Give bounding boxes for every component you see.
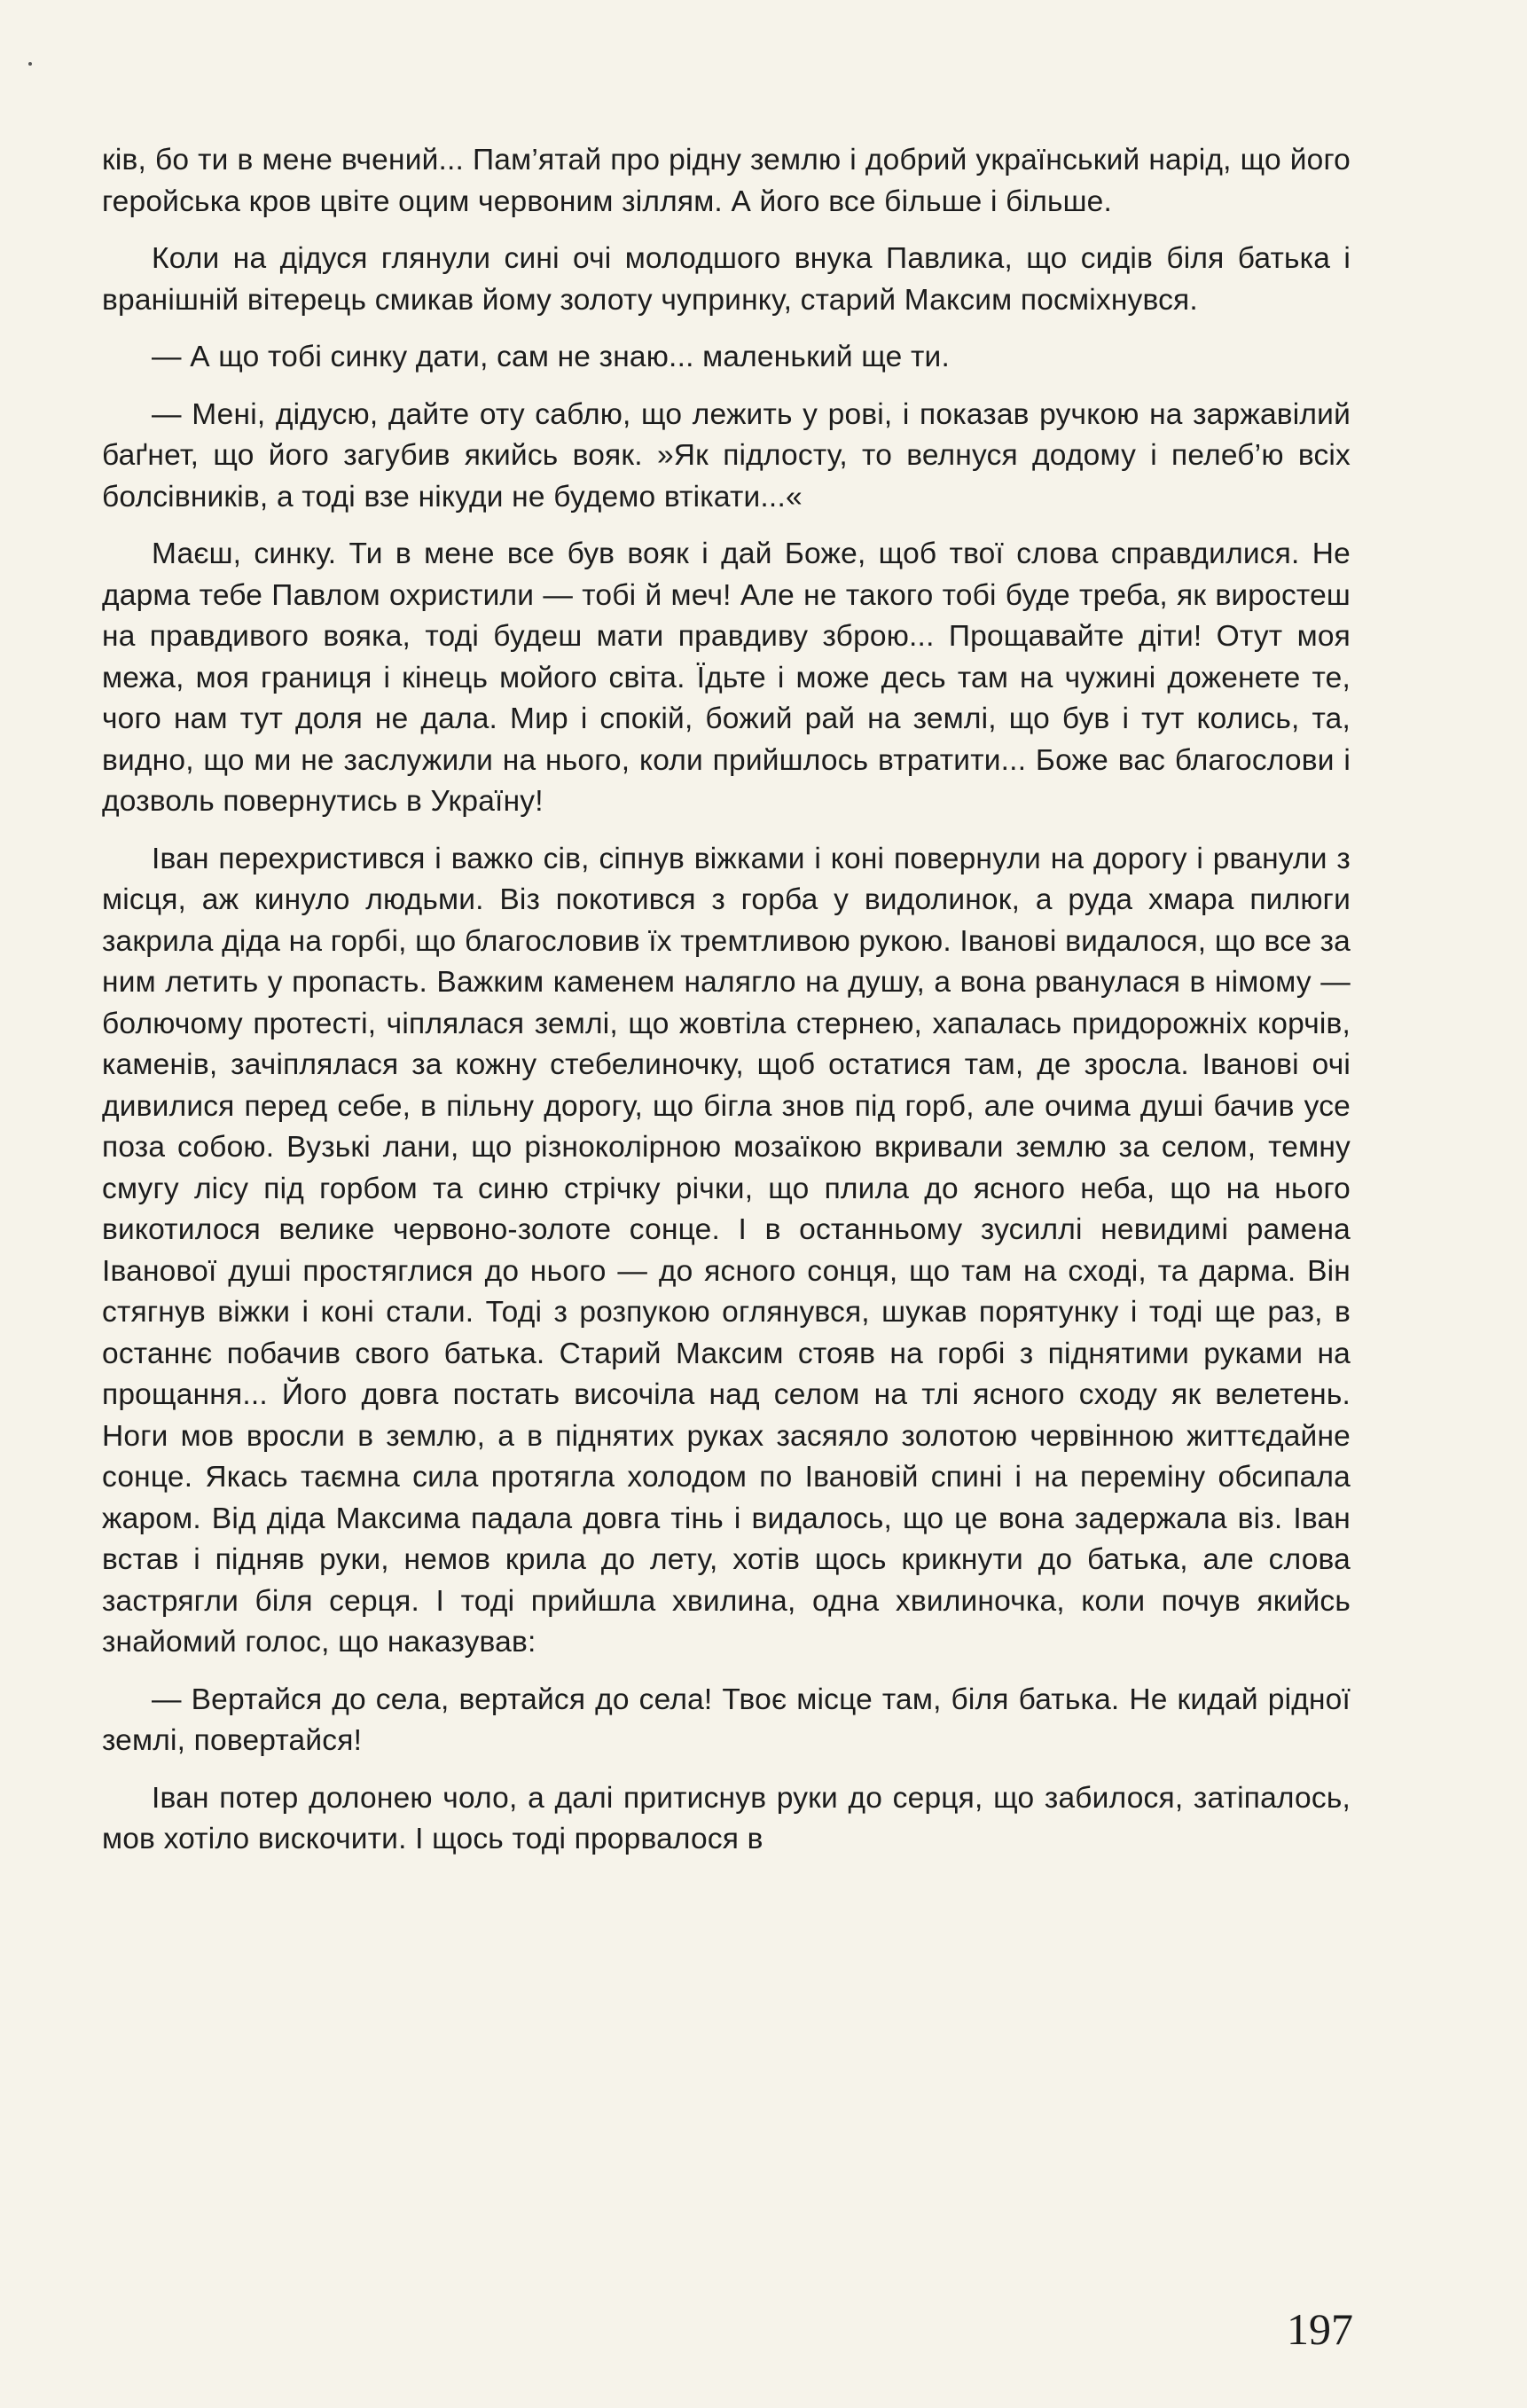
- paragraph-2: Коли на дідуся глянули сині очі молодшого внука Павлика, що сидів біля батька і вранішній вітерець смикав йому золоту чупринку, старий Максим посміхнувся.: [102, 242, 1351, 317]
- paragraph-4: — Мені, дідусю, дайте оту саблю, що лежить у рові, і показав ручкою на заржавілий баґнет, що його загубив якийсь вояк. »Як підлосту, то велнуся додому і пелеб’ю всіх болсівників, а тоді взе нікуди не будемо втікати...«: [102, 397, 1351, 514]
- paragraph-3: — А що тобі синку дати, сам не знаю... маленький ще ти.: [152, 341, 950, 373]
- paragraph-8: Іван потер долонею чоло, а далі притиснув руки до серця, що забилося, затіпалось, мов хотіло вискочити. І щось тоді прорвалося в: [102, 1781, 1351, 1855]
- paragraph-7: — Вертайся до села, вертайся до села! Твоє місце там, біля батька. Не кидай рідної землі, повертайся!: [102, 1682, 1351, 1757]
- body-text: [102, 140, 1351, 1877]
- paragraph-5: Маєш, синку. Ти в мене все був вояк і дай Боже, щоб твої слова справдилися. Не дарма тебе Павлом охристили — тобі й меч! Але не такого тобі буде треба, як виростеш на правдивого вояка, тоді будеш мати правдиву зброю... Прощавайте діти! Отут моя межа, моя границя і кінець мойого світа. Їдьте і може десь там на чужині доженете те, чого нам тут доля не дала. Мир і спокій, божий рай на землі, що був і тут колись, та, видно, що ми не заслужили на нього, коли прийшлось втратити... Боже вас благослови і дозволь повернутись в Україну!: [102, 537, 1351, 818]
- paragraph-1: ків, бо ти в мене вчений... Пам’ятай про рідну землю і добрий український нарід, що його геройська кров цвіте оцим червоним зіллям. А його все більше і більше.: [102, 144, 1351, 218]
- paragraph-6: Іван перехристився і важко сів, сіпнув віжками і коні повернули на дорогу і рванули з місця, аж кинуло людьми. Віз покотився з горба у видолинок, а руда хмара пилюги закрила діда на горбі, що благословив їх тремтливою рукою. Іванові видалося, що все за ним летить у пропасть. Важким каменем налягло на душу, а вона рванулася в німому — болючому протесті, чіплялася землі, що жовтіла стернею, хапалась придорожніх корчів, каменів, зачіплялася за кожну стебелиночку, щоб остатися там, де зросла. Іванові очі дивилися перед себе, в пільну дорогу, що бігла знов під горб, але очима душі бачив усе поза собою. Вузькі лани, що різноколірною мозаїкою вкривали землю за селом, темну смугу лісу під горбом та синю стрічку річки, що плила до ясного неба, що на нього викотилося велике червоно-золоте сонце. І в останньому зусиллі невидимі рамена Іванової душі простяглися до нього — до ясного сонця, що там на сході, та дарма. Він стягнув віжки і коні стали. Тоді з розпукою оглянувся, шукав порятунку і тоді ще раз, в останнє побачив свого батька. Старий Максим стояв на горбі з піднятими руками на прощання... Його довга постать височіла над селом на тлі ясного сходу як велетень. Ноги мов вросли в землю, а в піднятих руках засяяло золотою червінною життєдайне сонце. Якась таємна сила протягла холодом по Івановій спині і на переміну обсипала жаром. Від діда Максима падала довга тінь і видалось, що це вона задержала віз. Іван встав і підняв руки, немов крила до лету, хотів щось крикнути до батька, але слова застрягли біля серця. І тоді прийшла хвилина, одна хвилиночка, коли почув якийсь знайомий голос, що наказував:: [102, 842, 1351, 1659]
- print-speck: [28, 62, 32, 66]
- page-number: 197: [1287, 2304, 1353, 2354]
